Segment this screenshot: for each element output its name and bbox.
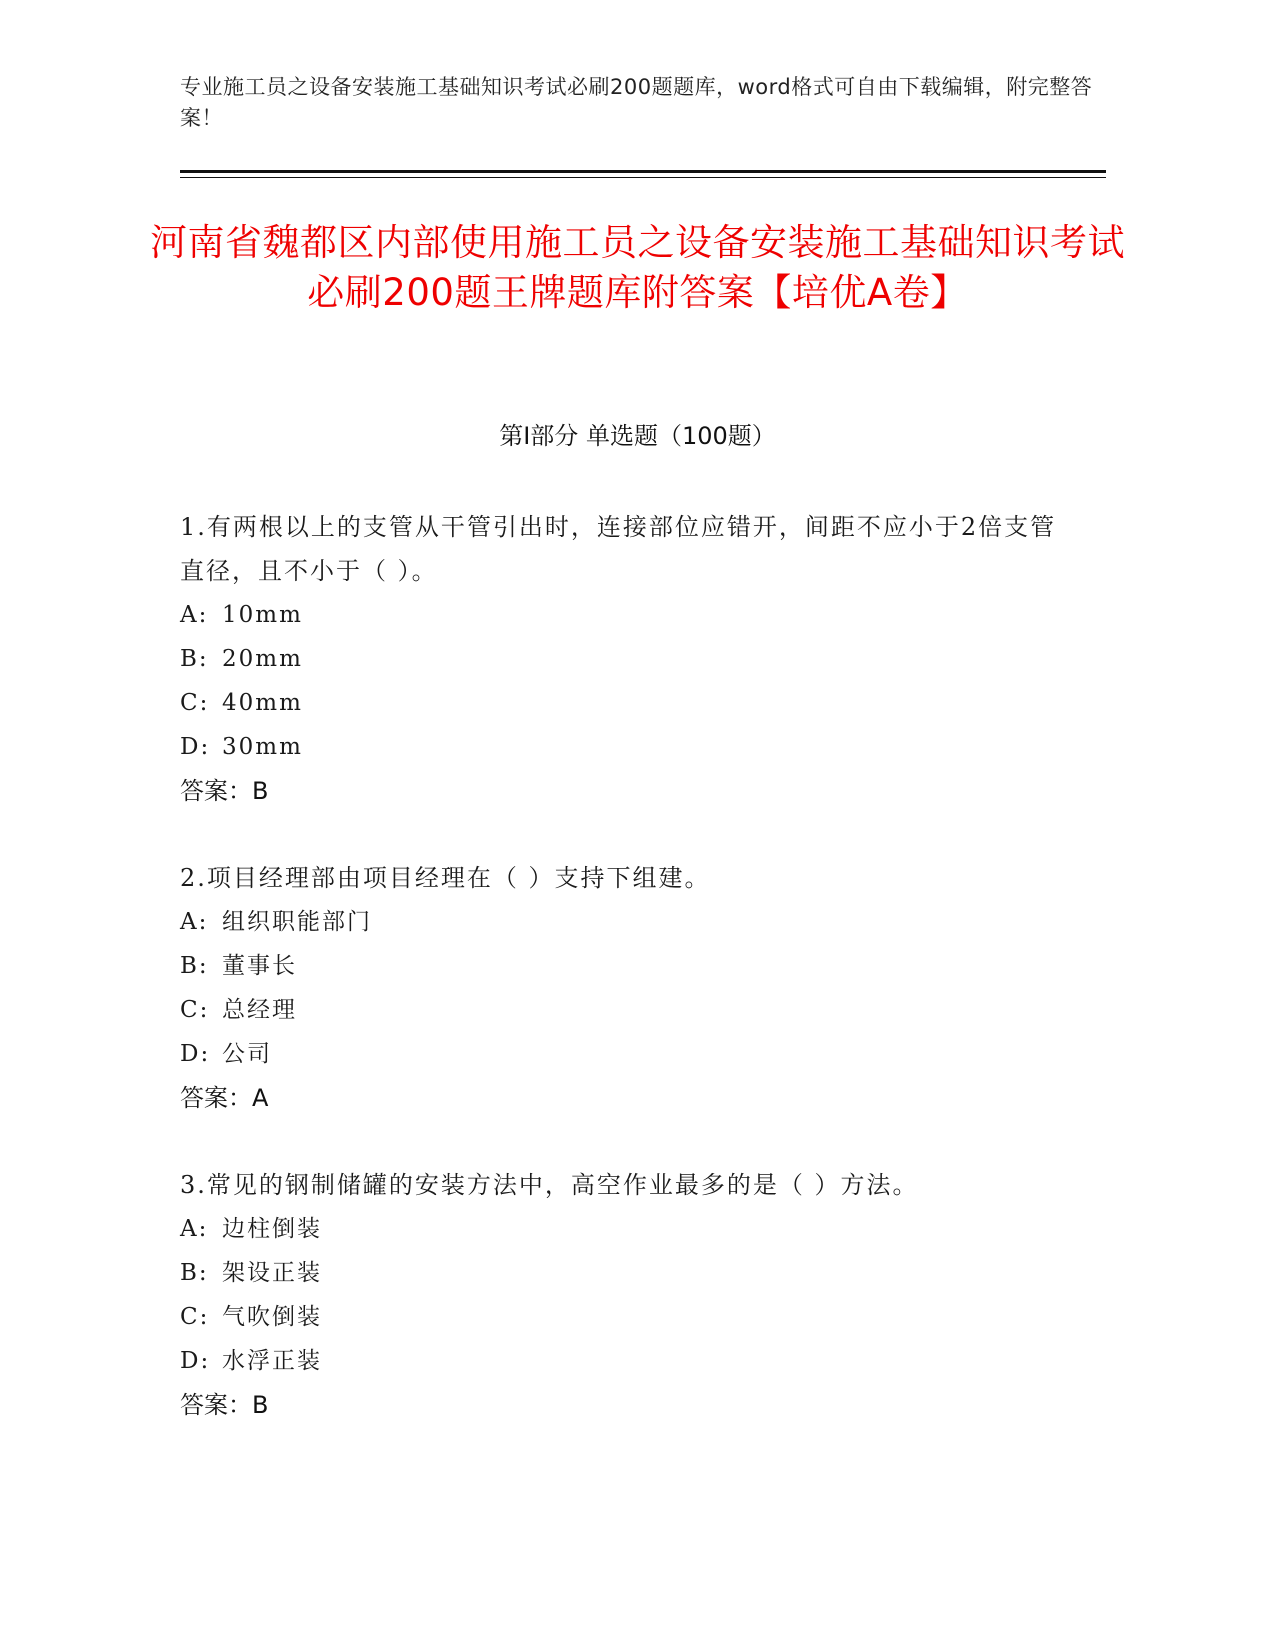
- header-note: 专业施工员之设备安装施工基础知识考试必刷200题题库，word格式可自由下载编辑，附完整答案！: [180, 75, 1093, 130]
- document-title: 河南省魏都区内部使用施工员之设备安装施工基础知识考试必刷200题王牌题库附答案【培优A卷】: [150, 221, 1125, 314]
- option-text: 气吹倒装: [222, 1304, 322, 1330]
- option-c: [180, 1295, 1080, 1339]
- option-text: 董事长: [222, 953, 297, 979]
- question-2: [180, 856, 1080, 1120]
- option-c: [180, 988, 1080, 1032]
- option-key: A:: [180, 602, 209, 628]
- option-b: [180, 1251, 1080, 1295]
- option-d: [180, 1339, 1080, 1383]
- question-1: [180, 505, 1080, 813]
- option-d: [180, 725, 1080, 769]
- option-key: C:: [180, 690, 210, 716]
- option-text: 10mm: [222, 602, 303, 628]
- header-divider-thin: [180, 177, 1106, 178]
- header-divider-thick: [180, 170, 1106, 173]
- option-text: 40mm: [222, 690, 303, 716]
- option-d: [180, 1032, 1080, 1076]
- option-a: [180, 900, 1080, 944]
- question-stem: 2.项目经理部由项目经理在（ ）支持下组建。: [180, 864, 711, 892]
- option-key: A:: [180, 1216, 209, 1242]
- section-heading: 第I部分 单选题（100题）: [499, 422, 776, 450]
- option-c: [180, 681, 1080, 725]
- question-list: [180, 505, 1080, 1470]
- answer-line: 答案：B: [180, 777, 269, 805]
- answer-line: 答案：B: [180, 1391, 269, 1419]
- option-a: [180, 593, 1080, 637]
- option-key: C:: [180, 997, 210, 1023]
- option-key: D:: [180, 734, 211, 760]
- option-key: D:: [180, 1348, 211, 1374]
- option-key: B:: [180, 953, 209, 979]
- answer-line: 答案：A: [180, 1084, 269, 1112]
- option-a: [180, 1207, 1080, 1251]
- question-stem: 1.有两根以上的支管从干管引出时，连接部位应错开，间距不应小于2倍支管直径，且不小于（ ）。: [180, 513, 1057, 585]
- option-key: C:: [180, 1304, 210, 1330]
- option-text: 30mm: [222, 734, 303, 760]
- option-key: A:: [180, 909, 209, 935]
- option-key: B:: [180, 646, 209, 672]
- option-text: 组织职能部门: [222, 909, 372, 935]
- question-stem: 3.常见的钢制储罐的安装方法中，高空作业最多的是（ ）方法。: [180, 1171, 919, 1199]
- option-b: [180, 944, 1080, 988]
- option-key: D:: [180, 1041, 211, 1067]
- option-text: 总经理: [222, 997, 297, 1023]
- option-key: B:: [180, 1260, 209, 1286]
- option-b: [180, 637, 1080, 681]
- option-text: 边柱倒装: [222, 1216, 322, 1242]
- option-text: 公司: [222, 1041, 272, 1067]
- option-text: 水浮正装: [222, 1348, 322, 1374]
- question-3: [180, 1163, 1080, 1427]
- option-text: 架设正装: [222, 1260, 322, 1286]
- option-text: 20mm: [222, 646, 303, 672]
